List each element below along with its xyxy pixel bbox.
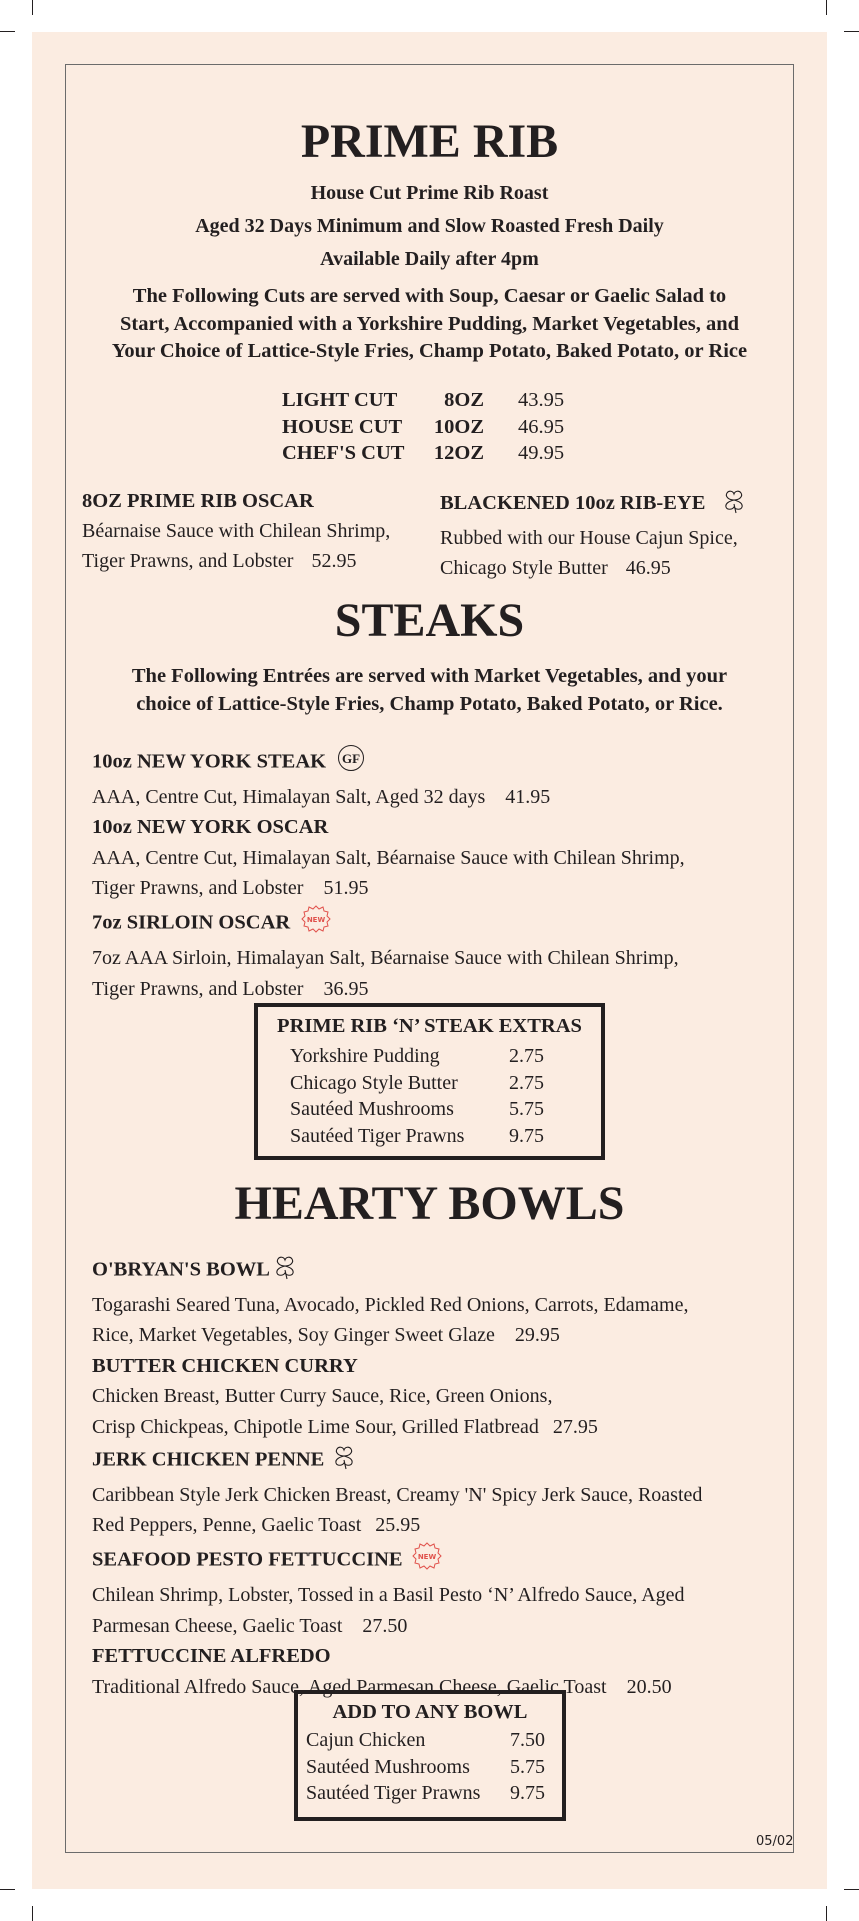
add-to-bowl-title: ADD TO ANY BOWL [332,1701,528,1723]
cut-size: 12OZ [433,442,484,464]
extra-item-name: Sautéed Mushrooms [290,1098,454,1120]
item-price: 20.50 [626,1675,672,1698]
shamrock-icon [270,1252,300,1290]
svg-text:NEW: NEW [417,1552,436,1561]
add-item-name: Sautéed Mushrooms [306,1755,470,1778]
new-badge-icon [301,904,331,944]
extra-item-price: 9.75 [509,1124,544,1147]
prime-rib-subtitle: House Cut Prime Rib Roast [310,182,549,204]
extras-names [290,1043,464,1149]
shamrock-icon [719,486,749,523]
menu-item: FETTUCCINE ALFREDO Traditional Alfredo Sauce, Aged Parmesan Cheese, Gaelic Toast 20.50 [92,1641,792,1702]
add-item-price: 5.75 [510,1755,545,1778]
bowls-list [92,1252,792,1702]
shamrock-icon [329,1442,359,1480]
crop-mark [32,1906,33,1921]
prime-rib-oscar-item: 8OZ PRIME RIB OSCAR Béarnaise Sauce with Chilean Shrimp, Tiger Prawns, and Lobster 52.95 [82,486,432,576]
add-item-price: 7.50 [510,1729,545,1751]
gluten-free-badge-icon [337,744,365,782]
item-name: 7oz SIRLOIN OSCAR [92,910,291,933]
crop-mark [0,31,15,32]
item-price: 51.95 [323,877,369,899]
steaks-served-note: The Following Entrées are served with Market Vegetables, and your choice of Lattice-Style Fries, Champ Potato, Baked Potato, or Rice. [131,665,728,715]
cut-size: 10OZ [433,415,484,438]
extra-item-price: 2.75 [509,1071,544,1094]
cut-price: 46.95 [518,415,565,438]
menu-item: 10oz NEW YORK STEAK GF AAA, Centre Cut, Himalayan Salt, Aged 32 days 41.95 [92,744,792,812]
svg-text:GF: GF [342,751,361,766]
item-name: 10oz NEW YORK STEAK [92,750,327,773]
extra-item-name: Yorkshire Pudding [290,1045,440,1067]
blackened-ribeye-item: BLACKENED 10oz RIB-EYE Rubbed with our House Cajun Spice, Chicago Style Butter 46.95 [440,486,780,583]
item-name: SEAFOOD PESTO FETTUCCINE [92,1547,403,1570]
cut-prices [518,387,564,467]
item-name: FETTUCCINE ALFREDO [92,1645,331,1667]
crop-mark [0,1889,15,1890]
prime-rib-aging: Aged 32 Days Minimum and Slow Roasted Fresh Daily [195,215,664,237]
prime-rib-title: PRIME RIB [300,115,559,168]
add-item-price: 9.75 [510,1782,545,1804]
cut-sizes [420,387,484,467]
steaks-title: STEAKS [334,594,525,647]
item-price: 52.95 [311,550,357,572]
cut-name: CHEF'S CUT [282,442,405,464]
cut-price: 43.95 [518,389,565,411]
menu-item: BUTTER CHICKEN CURRY Chicken Breast, Butter Curry Sauce, Rice, Green Onions, Crisp Chickpeas, Chipotle Lime Sour, Grilled Flatbread 27.95 [92,1351,792,1443]
prime-rib-availability: Available Daily after 4pm [320,248,539,270]
item-name: 8OZ PRIME RIB OSCAR [82,490,314,512]
add-names [306,1727,480,1807]
item-name: JERK CHICKEN PENNE [92,1448,325,1471]
cut-size: 8OZ [444,389,484,411]
item-price: 25.95 [375,1514,421,1536]
item-price: 27.50 [362,1614,408,1637]
crop-mark [844,31,859,32]
crop-mark [826,0,827,15]
extras-prices [509,1043,544,1149]
extra-item-name: Sautéed Tiger Prawns [290,1124,465,1147]
cut-price: 49.95 [518,442,565,464]
item-price: 36.95 [323,977,369,1000]
hearty-bowls-title: HEARTY BOWLS [234,1177,625,1230]
new-badge-icon [412,1541,442,1581]
item-name: BUTTER CHICKEN CURRY [92,1354,358,1377]
menu-item: O'BRYAN'S BOWL Togarashi Seared Tuna, Avocado, Pickled Red Onions, Carrots, Edamame, Rice, Market Vegetables, Soy Ginger Sweet Glaze 29.95 [92,1252,792,1351]
extra-item-name: Chicago Style Butter [290,1071,458,1094]
cut-names [282,387,404,467]
cut-name: LIGHT CUT [282,389,398,411]
cut-name: HOUSE CUT [282,415,403,438]
version-code: 05/02 [756,1834,794,1849]
item-name: BLACKENED 10oz RIB-EYE [440,492,706,515]
menu-item: 10oz NEW YORK OSCAR AAA, Centre Cut, Himalayan Salt, Béarnaise Sauce with Chilean Shrimp, Tiger Prawns, and Lobster 51.95 [92,812,792,904]
add-item-name: Cajun Chicken [306,1729,426,1751]
crop-mark [826,1906,827,1921]
steaks-list [92,744,792,1004]
crop-mark [844,1889,859,1890]
crop-mark [32,0,33,15]
item-price: 41.95 [505,785,551,808]
extra-item-price: 2.75 [509,1045,544,1067]
menu-item: 7oz SIRLOIN OSCAR NEW 7oz AAA Sirloin, Himalayan Salt, Béarnaise Sauce with Chilean Shrimp, Tiger Prawns, and Lobster 36.95 [92,904,792,1005]
item-price: 46.95 [625,557,671,579]
svg-text:NEW: NEW [307,915,326,924]
menu-item: SEAFOOD PESTO FETTUCCINE NEW Chilean Shrimp, Lobster, Tossed in a Basil Pesto ‘N’ Alfredo Sauce, Aged Parmesan Cheese, Gaelic Toast 27.50 [92,1541,792,1642]
prime-rib-served-note: The Following Cuts are served with Soup, Caesar or Gaelic Salad to Start, Accompanied with a Yorkshire Pudding, Market Vegetables, and Your Choice of Lattice-Style Fries, Champ Potato, Baked Potato, or Rice [111,285,748,362]
add-item-name: Sautéed Tiger Prawns [306,1782,481,1804]
add-prices [510,1727,545,1807]
item-name: O'BRYAN'S BOWL [92,1258,270,1281]
steak-extras-title: PRIME RIB ‘N’ STEAK EXTRAS [277,1015,582,1037]
item-price: 27.95 [552,1415,598,1438]
menu-item: JERK CHICKEN PENNE Caribbean Style Jerk Chicken Breast, Creamy 'N' Spicy Jerk Sauce, Roasted Red Peppers, Penne, Gaelic Toast 25.95 [92,1442,792,1541]
item-price: 29.95 [514,1324,560,1346]
extra-item-price: 5.75 [509,1098,544,1120]
item-name: 10oz NEW YORK OSCAR [92,816,329,838]
